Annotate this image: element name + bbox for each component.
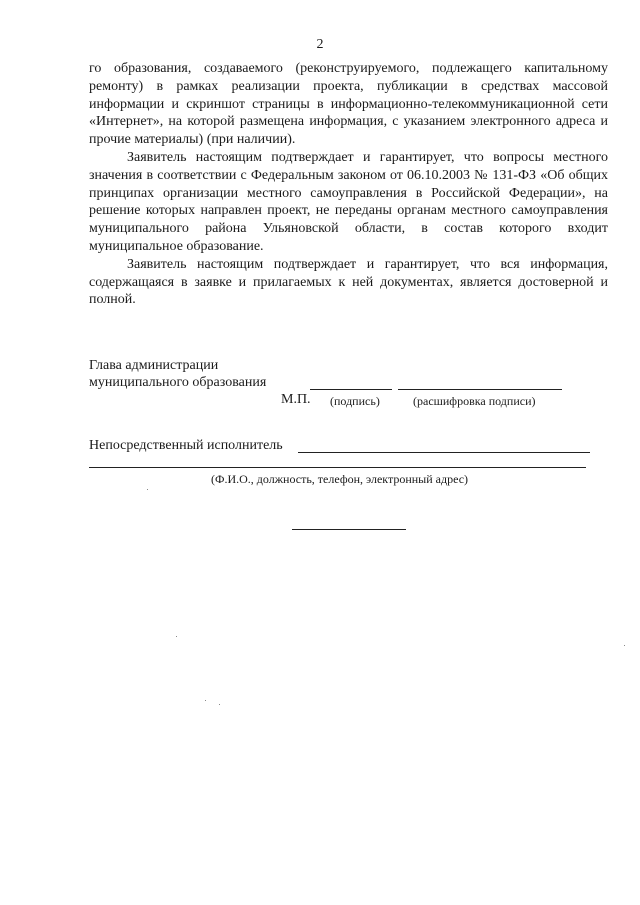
executor-label: Непосредственный исполнитель: [89, 438, 283, 453]
scan-speck: [624, 645, 625, 646]
signature-line: [310, 389, 392, 390]
scan-speck: [219, 704, 220, 705]
decode-line: [398, 389, 562, 390]
closing-separator: [292, 529, 406, 530]
paragraph-guarantee-local-issues: Заявитель настоящим подтверждает и гарантирует, что вопросы местного значения в соответствии с Федеральным законом от 06.10.2003 № 131-ФЗ «Об общих принципах организации местного самоуправления в Российской Федерации», на решение которых направлен проект, не переданы органам местного самоуправления муниципального района Ульяновской области, в состав которого входит муниципальное образование.: [89, 149, 608, 254]
signature-caption: (подпись): [330, 394, 380, 408]
head-title-line2: муниципального образования: [89, 375, 267, 390]
paragraph-guarantee-accuracy: Заявитель настоящим подтверждает и гарантирует, что вся информация, содержащаяся в заявке и прилагаемых к ней документах, является достоверной и полной.: [89, 256, 608, 308]
executor-caption: (Ф.И.О., должность, телефон, электронный адрес): [211, 472, 469, 486]
executor-second-line: [89, 467, 586, 468]
decode-caption: (расшифровка подписи): [413, 394, 536, 408]
stamp-label: М.П.: [281, 392, 311, 407]
executor-line: [298, 452, 590, 453]
scan-speck: [147, 489, 148, 490]
paragraph-continuation: го образования, создаваемого (реконструируемого, подлежащего капитальному ремонту) в рамках реализации проекта, публикации в средствах массовой информации и скриншот страницы в информационно-телекоммуникационной сети «Интернет», на которой размещена информация, с указанием электронного адреса и прочие материалы) (при наличии).: [89, 61, 608, 148]
scan-speck: [205, 700, 206, 701]
scan-speck: [176, 636, 177, 637]
head-title-line1: Глава администрации: [89, 358, 219, 373]
page-number: 2: [316, 37, 324, 52]
body-text: [89, 60, 608, 309]
